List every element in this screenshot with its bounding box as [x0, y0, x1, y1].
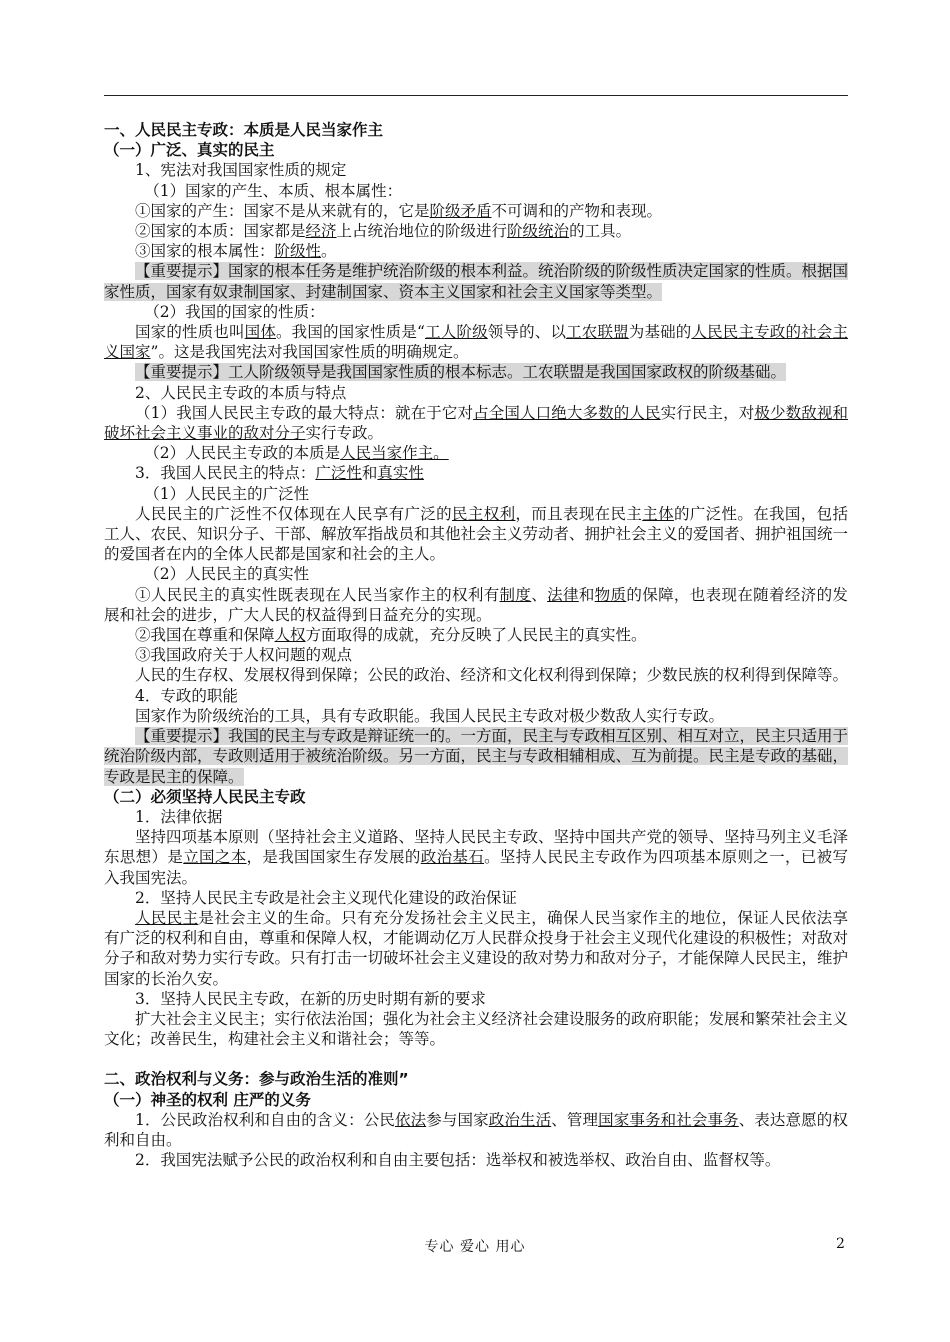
section-2-title: 二、政治权利与义务：参与政治生活的准则”: [104, 1070, 409, 1089]
paragraph: ①人民民主的真实性既表现在人民当家作主的权利有制度、法律和物质的保障，也表现在随着经济的发展和社会的进步，广大人民的权益得到日益充分的实现。: [104, 585, 848, 624]
paragraph: 人民民主的广泛性不仅体现在人民享有广泛的民主权利，而且表现在民主主体的广泛性。在我国，包括工人、农民、知识分子、干部、解放军指战员和其他社会主义劳动者、拥护社会主义的爱国者、拥护祖国统一的爱国者在内的全体人民都是国家和社会的主人。: [104, 504, 849, 564]
paragraph: ②国家的本质：国家都是经济上占统治地位的阶级进行阶级统治的工具。: [135, 222, 632, 241]
section-1-title: 一、人民民主专政：本质是人民当家作主: [104, 121, 384, 139]
paragraph: 3．坚持人民民主专政，在新的历史时期有新的要求: [135, 989, 486, 1008]
important-tip: 【重要提示】工人阶级领导是我国国家性质的根本标志。工农联盟是我国国家政权的阶级基础。: [135, 363, 787, 382]
important-tip: 【重要提示】我国的民主与专政是辩证统一的。一方面，民主与专政相互区别、相互对立，民主只适用于统治阶级内部，专政则适用于被统治阶级。另一方面，民主与专政相辅相成、互为前提。民主是专政的基础，专政是民主的保障。: [104, 727, 849, 786]
paragraph: （1）我国人民民主专政的最大特点：就在于它对占全国人口绝大多数的人民实行民主，对极少数敌视和破坏社会主义事业的敌对分子实行专政。: [104, 403, 848, 443]
section-2-1-title: （一）神圣的权利 庄严的义务: [104, 1090, 311, 1109]
document-body: [104, 120, 848, 1170]
paragraph: （2）人民民主的真实性: [144, 565, 310, 584]
paragraph: （1）国家的产生、本质、根本属性：: [144, 181, 403, 200]
paragraph: 3．我国人民民主的特点：广泛性和真实性: [135, 464, 424, 483]
paragraph: 国家作为阶级统治的工具，具有专政职能。我国人民民主专政对极少数敌人实行专政。: [135, 706, 725, 725]
paragraph: 扩大社会主义民主；实行依法治国；强化为社会主义经济社会建设服务的政府职能；发展和繁荣社会主义文化；改善民生，构建社会主义和谐社会；等等。: [104, 1009, 849, 1049]
paragraph: ①国家的产生：国家不是从来就有的，它是阶级矛盾不可调和的产物和表现。: [135, 201, 663, 220]
paragraph: ③我国政府关于人权问题的观点: [135, 646, 353, 665]
paragraph: ②我国在尊重和保障人权方面取得的成就，充分反映了人民民主的真实性。: [135, 626, 647, 645]
paragraph: ③国家的根本属性：阶级性。: [135, 242, 337, 261]
important-tip: 【重要提示】国家的根本任务是维护统治阶级的根本利益。统治阶级的阶级性质决定国家的性质。根据国家性质，国家有奴隶制国家、封建制国家、资本主义国家和社会主义国家等类型。: [104, 262, 849, 301]
paragraph: （1）人民民主的广泛性: [144, 484, 310, 503]
paragraph: 人民民主是社会主义的生命。只有充分发扬社会主义民主，确保人民当家作主的地位，保证人民依法享有广泛的权利和自由，尊重和保障人权，才能调动亿万人民群众投身于社会主义现代化建设的积极性；对敌对分子和敌对势力实行专政。只有打击一切破坏社会主义建设的敌对势力和敌对分子，才能保障人民民主，维护国家的长治久安。: [104, 908, 849, 988]
page-number: 2: [836, 1236, 845, 1252]
paragraph: （2）我国的国家的性质：: [144, 302, 325, 321]
paragraph: 1．公民政治权利和自由的含义：公民依法参与国家政治生活、管理国家事务和社会事务、表达意愿的权利和自由。: [104, 1110, 848, 1149]
header-rule: [104, 95, 848, 96]
paragraph: 国家的性质也叫国体。我国的国家性质是“工人阶级领导的、以工农联盟为基础的人民民主专政的社会主义国家”。这是我国宪法对我国国家性质的明确规定。: [104, 323, 848, 362]
paragraph: 2、人民民主专政的本质与特点: [135, 383, 347, 402]
section-1-2-title: （二）必须坚持人民民主专政: [104, 787, 306, 806]
paragraph: 2．坚持人民民主专政是社会主义现代化建设的政治保证: [135, 888, 517, 907]
paragraph: 1、宪法对我国国家性质的规定: [135, 161, 347, 180]
paragraph: 坚持四项基本原则（坚持社会主义道路、坚持人民民主专政、坚持中国共产党的领导、坚持马列主义毛泽东思想）是立国之本，是我国国家生存发展的政治基石。坚持人民民主专政作为四项基本原则之一，已被写入我国宪法。: [104, 828, 849, 887]
paragraph: 2．我国宪法赋予公民的政治权利和自由主要包括：选举权和被选举权、政治自由、监督权等。: [135, 1151, 781, 1170]
paragraph: 人民的生存权、发展权得到保障；公民的政治、经济和文化权利得到保障；少数民族的权利得到保障等。: [135, 666, 849, 685]
section-1-1-title: （一）广泛、真实的民主: [104, 141, 275, 160]
paragraph: 1．法律依据: [135, 807, 223, 826]
paragraph: （2）人民民主专政的本质是人民当家作主。: [144, 444, 449, 463]
paragraph: 4．专政的职能: [135, 686, 238, 705]
footer-motto: 专心 爱心 用心: [424, 1239, 526, 1255]
